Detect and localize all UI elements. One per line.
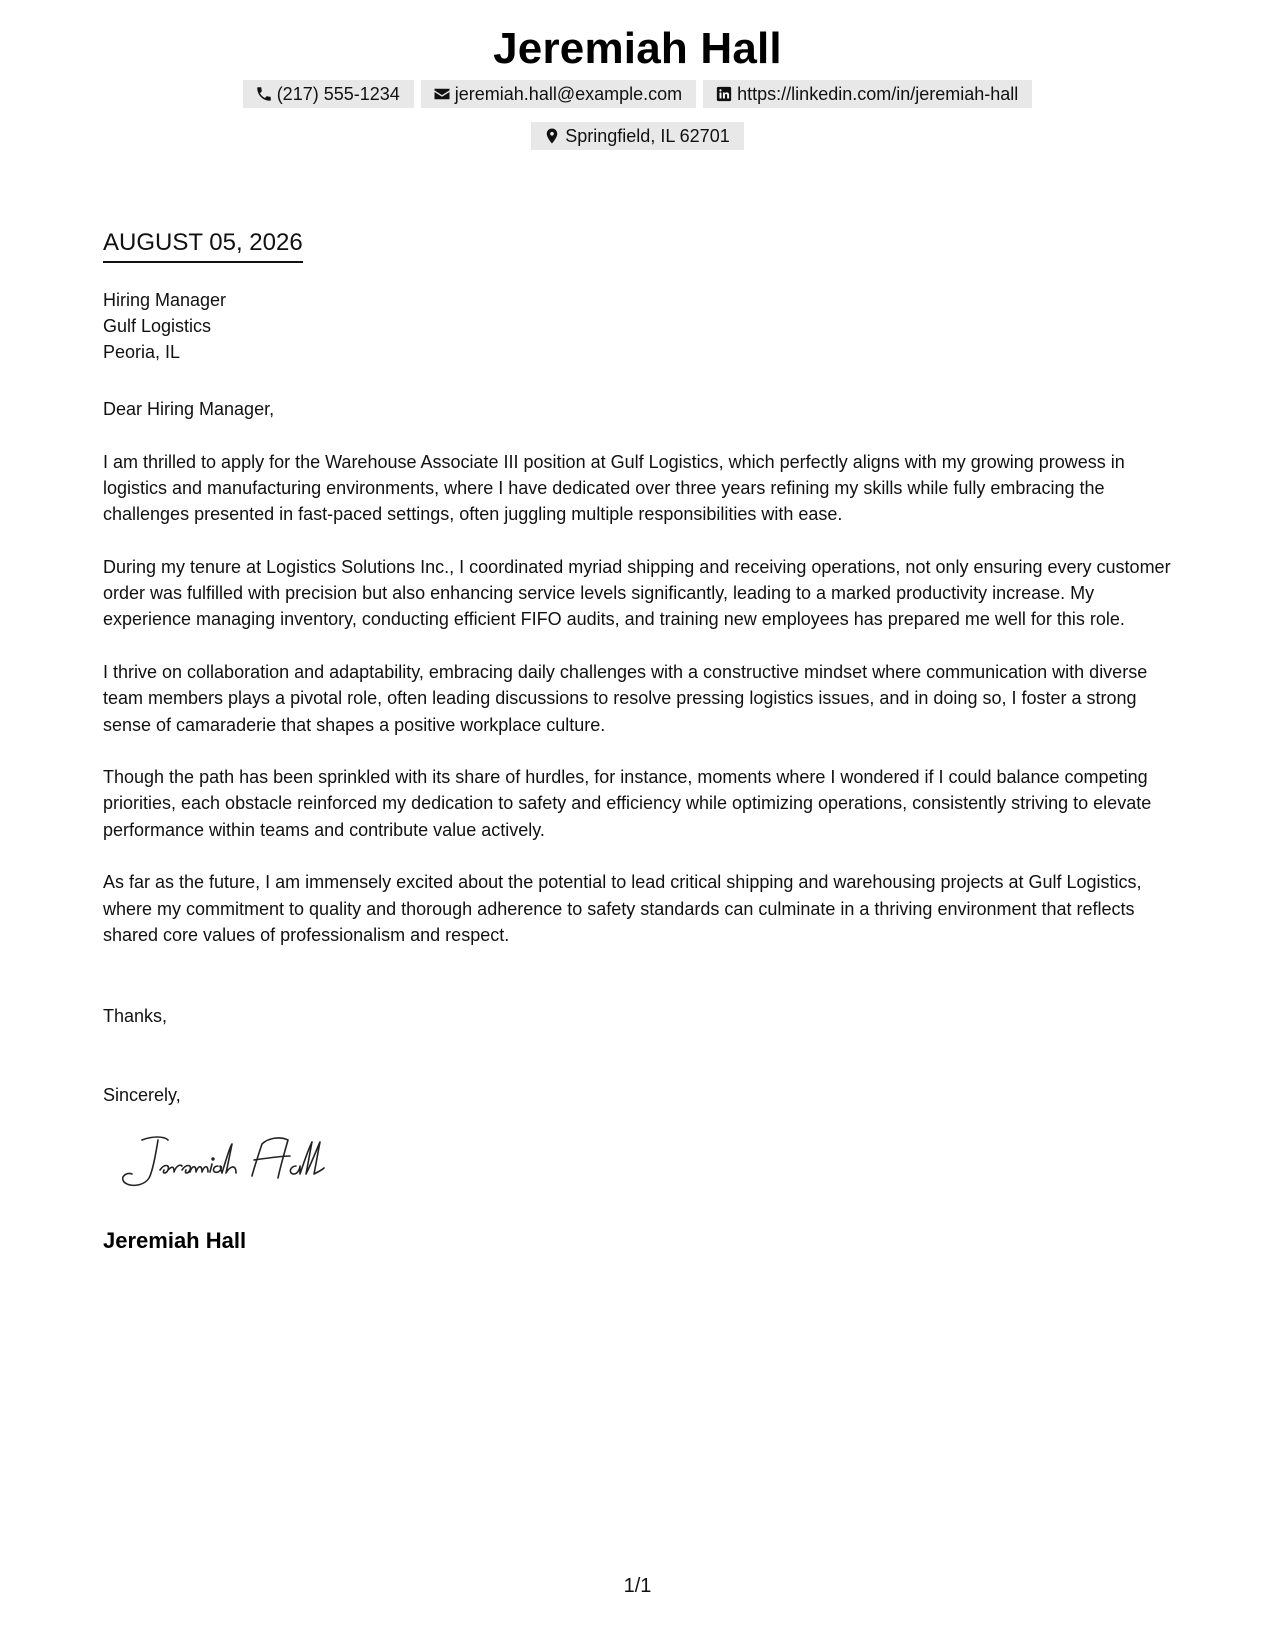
phone-chip: [243, 80, 414, 108]
phone-icon: [255, 85, 273, 103]
page-indicator: 1/1: [623, 1575, 652, 1597]
contact-bar: [0, 80, 1275, 150]
body-paragraph: As far as the future, I am immensely excited about the potential to lead critical shipping and warehousing projects at Gulf Logistics, where my commitment to quality and thorough adherence to safety standards can culminate in a thriving environment that reflects shared core values of professionalism and respect.: [103, 872, 1142, 945]
body-paragraph: Though the path has been sprinkled with its share of hurdles, for instance, moments where I wondered if I could balance competing priorities, each obstacle reinforced my dedication to safety and efficiency while optimizing operations, consistently striving to elevate performance within teams and contribute value actively.: [103, 767, 1152, 840]
recipient-line: Gulf Logistics: [103, 316, 212, 336]
letter-date: AUGUST 05, 2026: [103, 228, 303, 263]
email-chip[interactable]: [421, 80, 696, 108]
greeting: Dear Hiring Manager,: [103, 399, 275, 419]
letter-body: [103, 396, 1178, 975]
signer-name: Jeremiah Hall: [103, 1228, 247, 1253]
recipient-line: Hiring Manager: [103, 290, 227, 310]
linkedin-text: https://linkedin.com/in/jeremiah-hall: [737, 83, 1019, 104]
phone-text: (217) 555-1234: [276, 83, 400, 104]
body-paragraph: I thrive on collaboration and adaptability, embracing daily challenges with a constructive mindset where communication with diverse team members plays a pivotal role, often leading discussions to resolve pressing logistics issues, and in doing so, I foster a strong sense of camaraderie that shapes a positive workplace culture.: [103, 661, 1148, 735]
recipient-line: Peoria, IL: [103, 342, 181, 362]
map-pin-icon: [543, 127, 561, 145]
thanks-line: Thanks,: [103, 1006, 168, 1026]
body-paragraph: I am thrilled to apply for the Warehouse Associate III position at Gulf Logistics, which perfectly aligns with my growing prowess in logistics and manufacturing environments, where I have dedicated over three years refining my skills while fully embracing the challenges presented in fast-paced settings, often juggling multiple responsibilities with ease.: [103, 451, 1125, 525]
email-text: jeremiah.hall@example.com: [454, 83, 683, 104]
linkedin-icon: [715, 85, 733, 103]
envelope-icon: [433, 85, 451, 103]
sign-off: Sincerely,: [103, 1085, 181, 1105]
location-text: Springfield, IL 62701: [565, 125, 730, 146]
location-chip: [531, 122, 743, 150]
recipient-block: [103, 287, 226, 365]
handwritten-signature: [112, 1130, 372, 1192]
applicant-name: Jeremiah Hall: [493, 24, 782, 73]
linkedin-chip[interactable]: [703, 80, 1032, 108]
body-paragraph: During my tenure at Logistics Solutions Inc., I coordinated myriad shipping and receiving operations, not only ensuring every customer order was fulfilled with precision but also enhancing service levels significantly, leading to a marked productivity increase. My experience managing inventory, conducting efficient FIFO audits, and training new employees has prepared me well for this role.: [103, 556, 1171, 630]
